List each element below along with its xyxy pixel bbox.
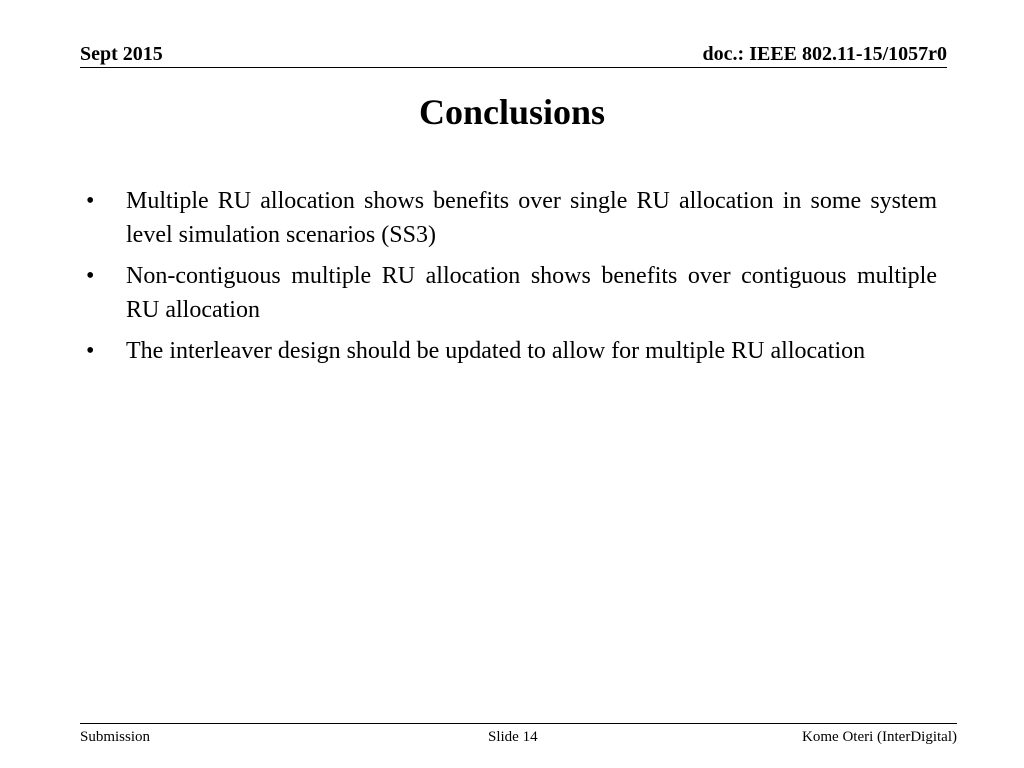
bullet-item [80,184,937,252]
bullet-marker: • [86,188,95,214]
bullet-marker: • [86,338,95,364]
footer-author: Kome Oteri (InterDigital) [802,729,957,745]
bullet-text: Non-contiguous multiple RU allocation shows benefits over contiguous multiple RU allocation [126,263,937,323]
footer-slide-number: Slide 14 [488,729,538,745]
footer-divider [80,723,957,724]
footer-submission: Submission [80,729,151,745]
header-divider [80,67,947,68]
header-doc-id: doc.: IEEE 802.11-15/1057r0 [702,43,947,65]
bullet-marker: • [86,263,95,289]
bullet-text: The interleaver design should be updated to allow for multiple RU allocation [126,338,866,364]
slide-title: Conclusions [418,92,606,132]
bullet-list [80,184,937,375]
bullet-text: Multiple RU allocation shows benefits over single RU allocation in some system level simulation scenarios (SS3) [126,188,937,248]
bullet-item [80,259,937,327]
header-date: Sept 2015 [80,43,163,65]
bullet-item [80,334,937,368]
